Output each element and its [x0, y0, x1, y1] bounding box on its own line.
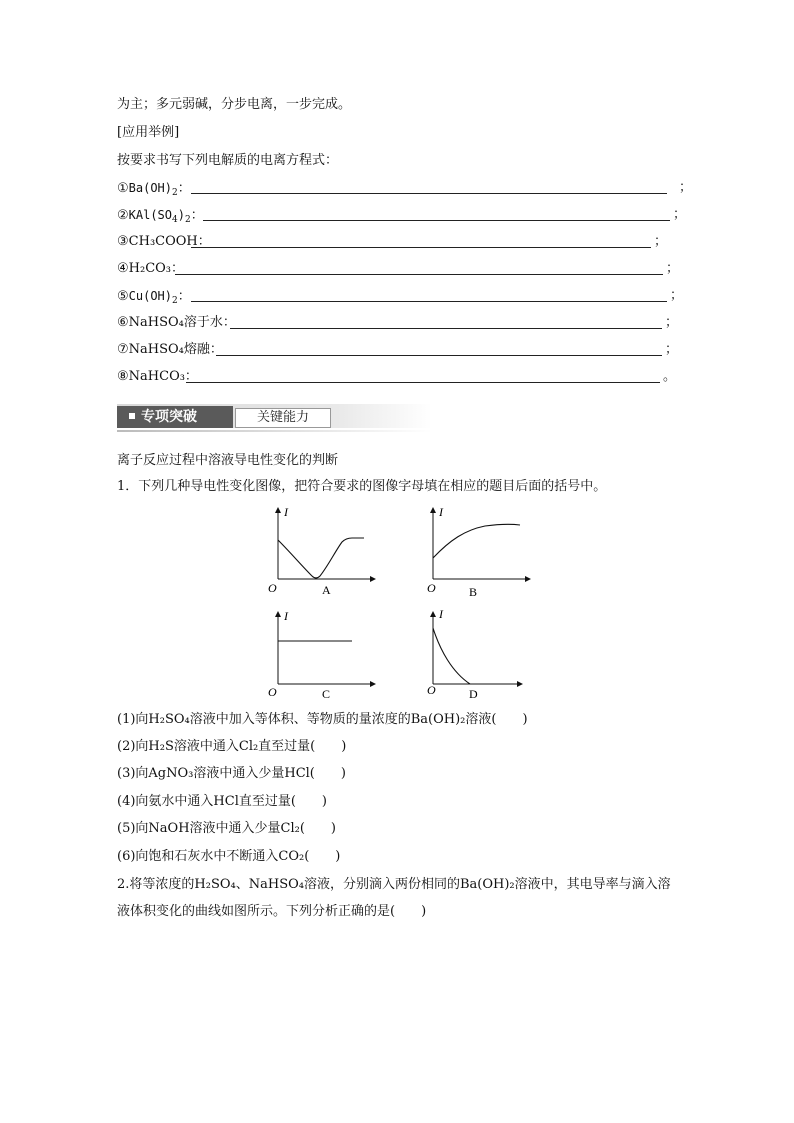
graph-c	[268, 609, 375, 701]
equation-end-4: ；	[666, 261, 680, 276]
equation-5: $⑤Cu(OH)_2$：	[117, 289, 191, 306]
section-banner	[117, 404, 432, 430]
banner-underline	[117, 430, 432, 432]
curve-d	[433, 628, 470, 684]
answer-blank-7[interactable]	[216, 355, 662, 356]
instruction: 按要求书写下列电解质的电离方程式：	[117, 153, 339, 168]
sub-question-4: (4)向氨水中通入HCl直至过量( )	[117, 794, 327, 809]
equation-end-1: ；	[679, 180, 693, 195]
question-1: 1．下列几种导电性变化图像，把符合要求的图像字母填在相应的题目后面的括号中。	[117, 479, 607, 494]
equation-number: ⑥	[117, 315, 129, 330]
equation-8: ⑧NaHCO₃：	[117, 369, 198, 384]
equation-end-3: ；	[654, 234, 668, 249]
sub-question-3: (3)向AgNO₃溶液中通入少量HCl( )	[117, 766, 346, 781]
origin-label-c: O	[268, 685, 277, 699]
equation-7: ⑦NaHSO₄熔融：	[117, 342, 223, 357]
topic-title: 离子反应过程中溶液导电性变化的判断	[117, 453, 339, 468]
axis-label-i-c: I	[284, 609, 288, 623]
intro-line: 为主；多元弱碱，分步电离，一步完成。	[117, 97, 352, 112]
axis-label-i-a: I	[284, 505, 288, 519]
answer-blank-3[interactable]	[191, 247, 651, 248]
conductivity-graphs	[260, 500, 540, 710]
example-header: [应用举例]	[117, 125, 180, 140]
equation-end-2: ；	[673, 207, 687, 222]
answer-blank-1[interactable]	[191, 193, 667, 194]
answer-blank-6[interactable]	[230, 328, 662, 329]
graph-a	[268, 505, 375, 597]
equation-number: ⑦	[117, 342, 129, 357]
graph-label-a: A	[322, 583, 331, 597]
graph-label-c: C	[322, 687, 331, 701]
sub-question-6: (6)向饱和石灰水中不断通入CO₂( )	[117, 849, 341, 864]
question-2-line-2: 液体积变化的曲线如图所示。下列分析正确的是( )	[117, 904, 427, 919]
axis-label-i-b: I	[439, 505, 443, 519]
equation-number: ④	[117, 261, 129, 276]
equation-end-7: ；	[665, 342, 679, 357]
equation-end-8: 。	[663, 369, 677, 384]
curve-a	[278, 538, 364, 578]
origin-label-d: O	[427, 683, 436, 697]
answer-blank-8[interactable]	[186, 382, 660, 383]
banner-main: 专项突破	[117, 406, 233, 428]
origin-label-a: O	[268, 581, 277, 595]
graph-b	[427, 505, 530, 599]
equation-1: $①Ba(OH)_2$：	[117, 181, 191, 198]
graph-label-b: B	[469, 585, 478, 599]
equation-number: ③	[117, 234, 129, 249]
equation-end-6: ；	[665, 315, 679, 330]
equation-4: ④H₂CO₃：	[117, 261, 185, 276]
answer-blank-2[interactable]	[203, 220, 670, 221]
sub-question-5: (5)向NaOH溶液中通入少量Cl₂( )	[117, 821, 336, 836]
equation-end-5: ；	[670, 288, 684, 303]
equation-number: ⑤	[117, 289, 129, 304]
equation-6: ⑥NaHSO₄溶于水：	[117, 315, 236, 330]
equation-number: ⑧	[117, 369, 129, 384]
answer-blank-5[interactable]	[191, 301, 667, 302]
graph-label-d: D	[469, 687, 478, 701]
curve-b	[433, 524, 520, 558]
equation-number: ①	[117, 181, 129, 196]
graph-d	[427, 607, 522, 701]
banner-sub: 关键能力	[235, 408, 331, 428]
origin-label-b: O	[427, 581, 436, 595]
square-bullet-icon	[129, 413, 135, 419]
answer-blank-4[interactable]	[175, 274, 663, 275]
equation-2: $②KAl(SO_4)_2$：	[117, 208, 204, 225]
sub-question-1: (1)向H₂SO₄溶液中加入等体积、等物质的量浓度的Ba(OH)₂溶液( )	[117, 712, 528, 727]
axis-label-i-d: I	[439, 607, 443, 621]
equation-number: ②	[117, 208, 129, 223]
question-2-line-1: 2.将等浓度的H₂SO₄、NaHSO₄溶液，分别滴入两份相同的Ba(OH)₂溶液中，其电导率与滴入溶	[117, 877, 671, 892]
equation-3: ③CH₃COOH：	[117, 234, 211, 249]
sub-question-2: (2)向H₂S溶液中通入Cl₂直至过量( )	[117, 739, 347, 754]
